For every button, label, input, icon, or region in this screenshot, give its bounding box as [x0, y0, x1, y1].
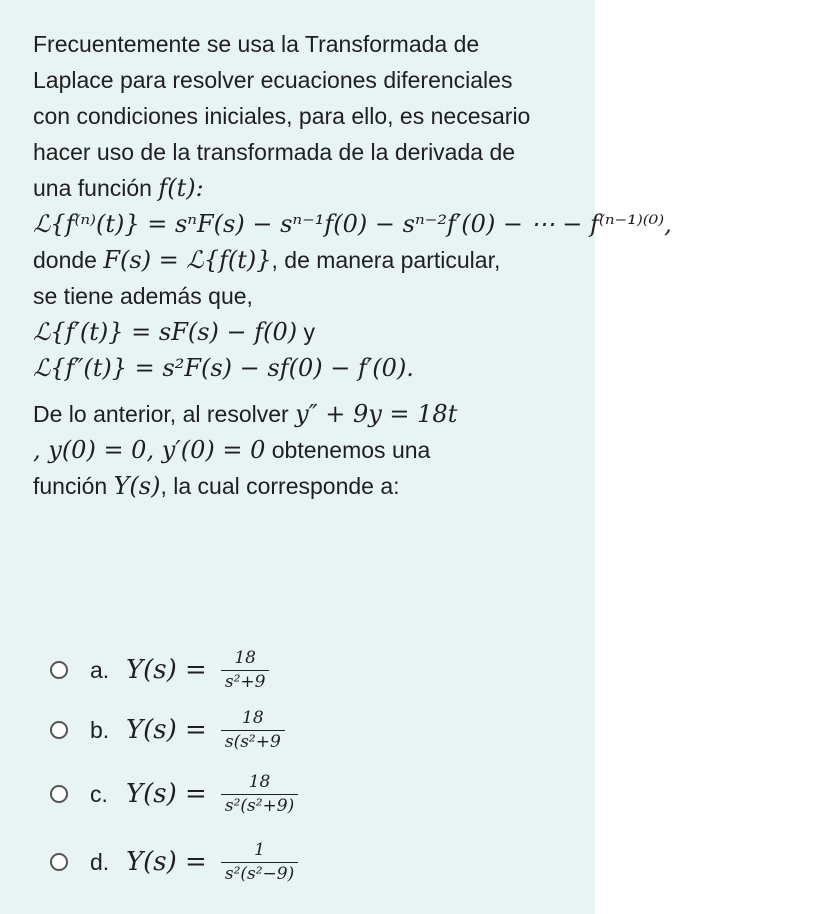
option-lhs: Y(s) = [126, 847, 207, 877]
fraction-denominator: s²(s²−9) [221, 862, 298, 884]
option-letter: a. [90, 656, 110, 683]
option-fraction [221, 648, 270, 692]
fraction-numerator: 1 [254, 840, 265, 860]
option-fraction [221, 708, 285, 752]
donde-line [33, 242, 588, 278]
option-c[interactable] [50, 764, 570, 824]
problem-equation: y″ + 9y = 18t [295, 400, 458, 428]
question-text [33, 26, 672, 504]
fraction-numerator: 18 [234, 648, 256, 668]
option-equation [126, 648, 269, 692]
radio-button-d[interactable] [50, 853, 68, 871]
option-fraction [221, 840, 298, 884]
first-derivative-line [33, 314, 588, 350]
fraction-numerator: 18 [242, 708, 264, 728]
fraction-denominator: s²(s²+9) [221, 794, 298, 816]
donde-rest: , de manera particular, [271, 247, 501, 273]
intro-line-5 [33, 170, 588, 206]
donde-math: F(s) = ℒ{f(t)} [103, 246, 272, 274]
initial-conditions: , y(0) = 0, y′(0) = 0 [33, 436, 266, 464]
option-letter: d. [90, 848, 110, 875]
option-letter: c. [90, 780, 108, 807]
formula-second-derivative: ℒ{f″(t)} = s²F(s) − sf(0) − f′(0). [33, 354, 414, 382]
function-Y-of-s: Y(s) [113, 472, 161, 500]
fraction-numerator: 18 [248, 772, 271, 792]
option-equation [126, 772, 298, 816]
function-f-of-t: f(t): [158, 174, 204, 202]
problem-line [33, 396, 588, 432]
spacer [33, 386, 588, 396]
radio-button-c[interactable] [50, 785, 68, 803]
radio-button-b[interactable] [50, 721, 68, 739]
intro-line-1: Frecuentemente se usa la Transformada de [33, 31, 480, 57]
conditions-text: obtenemos una [265, 437, 431, 463]
option-lhs: Y(s) = [126, 715, 207, 745]
option-letter: b. [90, 716, 110, 743]
radio-button-a[interactable] [50, 661, 68, 679]
also-line: se tiene además que, [33, 283, 253, 309]
y-word: y [297, 319, 316, 345]
intro-line-3: con condiciones iniciales, para ello, es necesario [33, 103, 531, 129]
intro-line-2: Laplace para resolver ecuaciones diferenciales [33, 67, 513, 93]
donde-text: donde [33, 247, 104, 273]
option-lhs: Y(s) = [126, 779, 207, 809]
function-line [33, 468, 588, 504]
fraction-denominator: s(s²+9 [221, 730, 285, 752]
option-equation [126, 840, 298, 884]
function-text: función [33, 473, 114, 499]
formula-general: ℒ{f⁽ⁿ⁾(t)} = sⁿF(s) − sⁿ⁻¹f(0) − sⁿ⁻²f′(0) − ⋯ − f⁽ⁿ⁻¹⁾⁽⁰⁾, [33, 210, 672, 238]
option-b[interactable] [50, 700, 570, 760]
option-d[interactable] [50, 832, 570, 892]
fraction-denominator: s²+9 [221, 670, 270, 692]
function-rest: , la cual corresponde a: [160, 473, 400, 499]
problem-text: De lo anterior, al resolver [33, 401, 296, 427]
option-equation [126, 708, 285, 752]
intro-line-4: hacer uso de la transformada de la derivada de [33, 139, 516, 165]
option-fraction [221, 772, 298, 816]
intro-line-5-text: una función [33, 175, 159, 201]
option-lhs: Y(s) = [126, 655, 207, 685]
conditions-line [33, 432, 588, 468]
option-a[interactable] [50, 640, 570, 700]
formula-first-derivative: ℒ{f′(t)} = sF(s) − f(0) [33, 318, 298, 346]
